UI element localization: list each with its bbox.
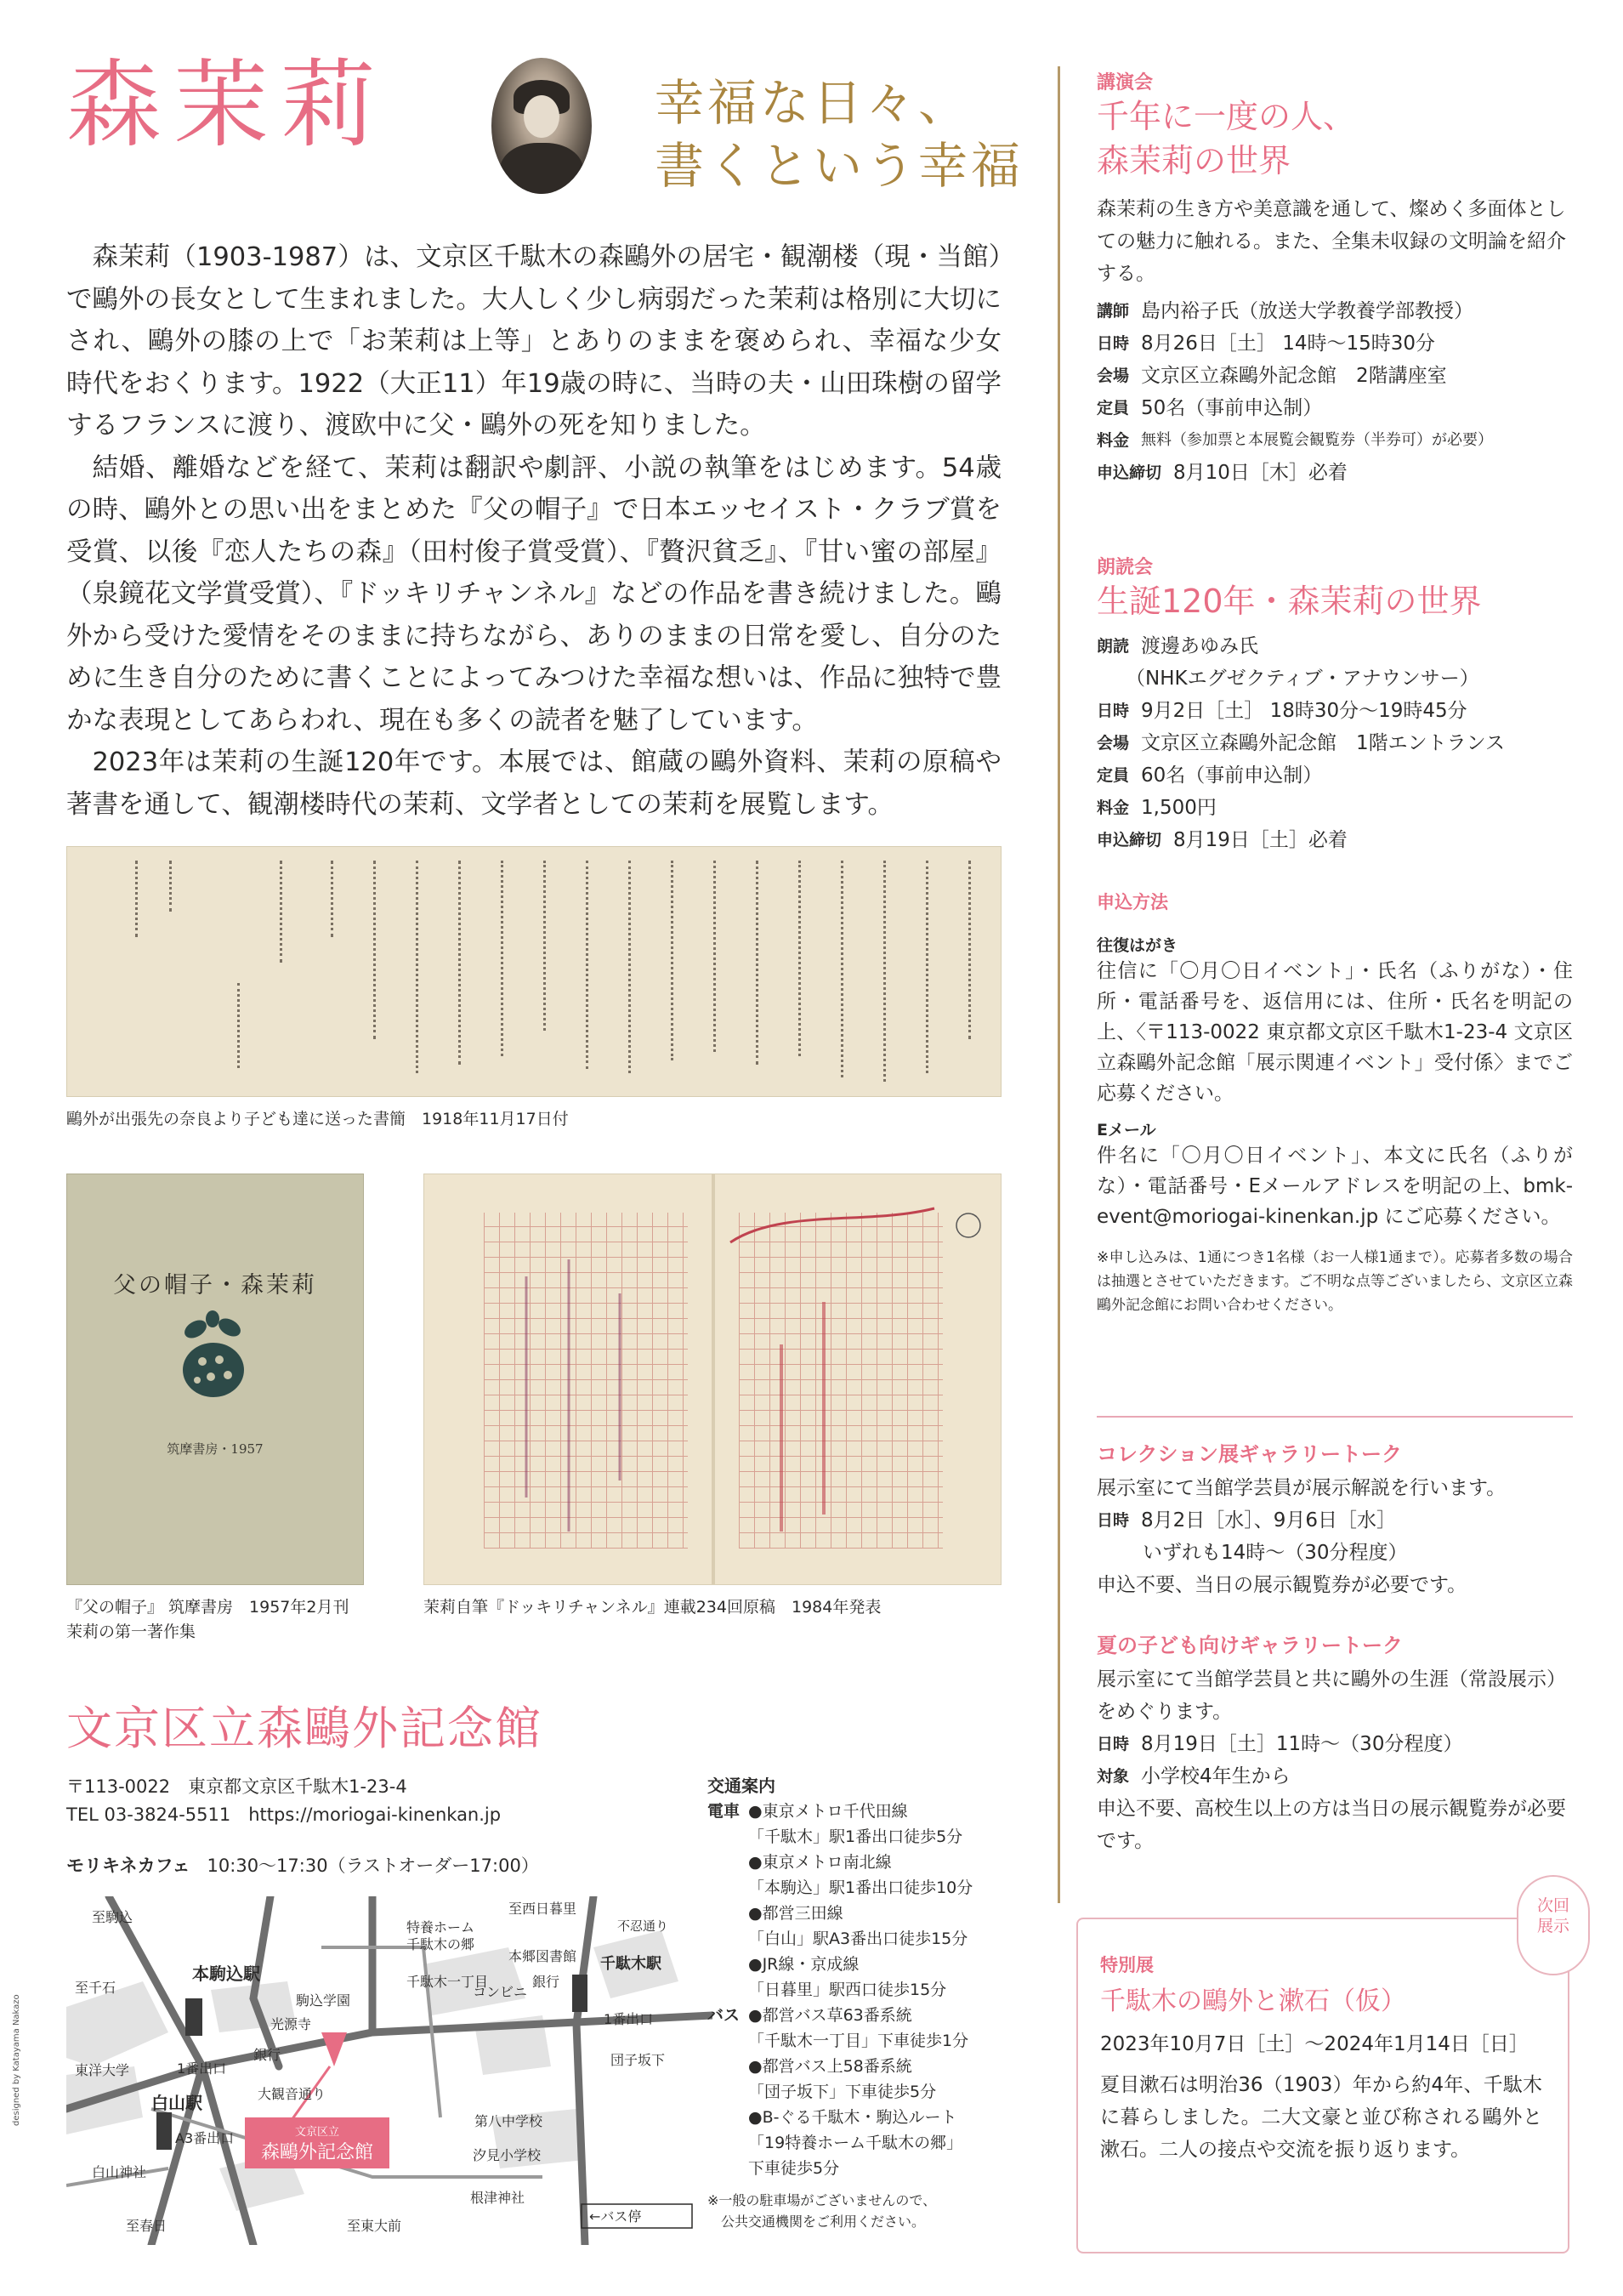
bus-line: ●都営バス上58番系統 <box>748 2057 912 2076</box>
map-museum-small: 文京区立 <box>294 2126 340 2139</box>
lecture-venue-label: 会場 <box>1097 367 1130 385</box>
lecture-label: 講演会 <box>1097 72 1154 94</box>
museum-address <box>66 1773 501 1829</box>
intro-paragraph-2: 結婚、離婚などを経て、茉莉は翻訳や劇評、小説の執筆をはじめます。54歳の時、鷗外との思い出をまとめた『父の帽子』で日本エッセイスト・クラブ賞を受賞、以後『恋人たちの森』（田村俊子賞受賞）、『贅沢貧乏』、『甘い蜜の部屋』（泉鏡花文学賞受賞）、『ドッキリチャンネル』などの作品を書き続けました。鷗外から受けた愛情をそのままに持ちながら、ありのままの日常を愛し、自分のために生き自分のために書くことによってみつけた幸福な想いは、作品に独特で豊かな表現としてあらわれ、現在も多くの読者を魅了しています。 <box>66 452 1002 736</box>
train-line: 「日暮里」駅西口徒歩15分 <box>748 1981 947 1999</box>
kids-talk-desc: 展示室にて当館学芸員と共に鷗外の生涯（常設展示）をめぐります。 <box>1097 1668 1566 1723</box>
badge-line-1: 次回 <box>1536 1896 1569 1915</box>
apply-email-label: Eメール <box>1097 1121 1156 1139</box>
book-caption-line-2: 茉莉の第一著作集 <box>66 1623 196 1641</box>
map-label-toyo-univ: 東洋大学 <box>75 2062 130 2078</box>
map-label-konbini: コンビニ <box>473 1984 528 2000</box>
map-label-kasuga: 至春日 <box>126 2218 167 2234</box>
apply-post-text: 往信に「〇月〇日イベント」・氏名（ふりがな）・住所・電話番号を、返信用には、住所・氏名を明記の上、〈〒113-0022 東京都文京区千駄木1-23-4 文京区立森鷗外記念館「展示関連イベント」受付係〉までご応募ください。 <box>1097 960 1573 1105</box>
lecture-date: 8月26日［土］ 14時〜15時30分 <box>1141 332 1436 355</box>
kids-talk-note: 申込不要、高校生以上の方は当日の展示観覧券が必要です。 <box>1097 1798 1566 1852</box>
bus-line: 「19特養ホーム千駄木の郷」 <box>748 2134 963 2152</box>
train-line: ●JR線・京成線 <box>748 1955 860 1974</box>
gallery-talk-label: コレクション展ギャラリートーク <box>1097 1442 1403 1466</box>
train-label: 電車 <box>707 1802 741 1821</box>
train-line: 「本駒込」駅1番出口徒歩10分 <box>748 1878 973 1897</box>
map-label-komagome: 至駒込 <box>92 1909 133 1925</box>
museum-postal: 〒113-0022 東京都文京区千駄木1-23-4 <box>66 1776 407 1797</box>
reading-deadline: 8月19日［土］必着 <box>1173 829 1348 851</box>
train-line: ●東京メトロ千代田線 <box>748 1802 908 1821</box>
next-exhibition-dates: 2023年10月7日［土］〜2024年1月14日［日］ <box>1100 2033 1529 2055</box>
kids-talk-label: 夏の子ども向けギャラリートーク <box>1097 1634 1403 1657</box>
map-label-sendagi1: 千駄木一丁目 <box>406 1974 489 1990</box>
reading-reader: 渡邊あゆみ氏 <box>1141 635 1259 657</box>
map-label-komagome-gakuen: 駒込学園 <box>296 1992 351 2009</box>
map-label-honkomagome-station: 本駒込駅 <box>192 1964 260 1984</box>
book-title: 父の帽子・森茉莉 <box>113 1272 317 1299</box>
train-line: 「白山」駅A3番出口徒歩15分 <box>748 1929 968 1948</box>
reading-label: 朗読会 <box>1097 557 1154 578</box>
gallery-talk-date-label: 日時 <box>1097 1511 1130 1530</box>
map-label-exit1-west: 1番出口 <box>177 2060 227 2077</box>
map-label-kanon: 大観音通り <box>258 2086 326 2102</box>
museum-name: 文京区立森鷗外記念館 <box>66 1702 542 1755</box>
gallery-talk-section <box>1097 1437 1573 1601</box>
lecture-title-2: 森茉莉の世界 <box>1097 142 1291 179</box>
gallery-talk-desc: 展示室にて当館学芸員が展示解説を行います。 <box>1097 1477 1507 1499</box>
map-label-kogenji: 光源寺 <box>270 2016 312 2032</box>
cafe-hours: 10:30〜17:30（ラストオーダー17:00） <box>207 1856 539 1876</box>
bus-line: ●B-ぐる千駄木・駒込ルート <box>748 2108 957 2127</box>
section-divider <box>1097 1416 1573 1418</box>
map-label-hakusan-shrine: 白山神社 <box>92 2164 147 2180</box>
access-title: 交通案内 <box>707 1776 775 1796</box>
access-note-line-1: ※一般の駐車場がございませんので、 <box>707 2192 937 2208</box>
lecture-speaker: 島内裕子氏（放送大学教養学部教授） <box>1141 300 1474 322</box>
reading-venue: 文京区立森鷗外記念館 1階エントランス <box>1141 732 1505 754</box>
reading-deadline-label: 申込締切 <box>1097 831 1162 850</box>
manuscript-image <box>423 1174 1002 1585</box>
map-label-nezu: 根津神社 <box>470 2190 525 2206</box>
reading-reader-label: 朗読 <box>1097 637 1130 656</box>
lecture-title-1: 千年に一度の人、 <box>1097 98 1356 135</box>
reading-date-label: 日時 <box>1097 702 1130 720</box>
lecture-deadline: 8月10日［木］必着 <box>1173 462 1348 484</box>
map-label-shinobazu: 不忍通り <box>617 1918 669 1934</box>
reading-venue-label: 会場 <box>1097 734 1130 753</box>
column-divider <box>1058 66 1060 1903</box>
kids-talk-section <box>1097 1628 1573 1857</box>
gallery-talk-date: 8月2日［水］、9月6日［水］ <box>1141 1509 1397 1532</box>
lecture-desc: 森茉莉の生き方や美意識を通して、燦めく多面体としての魅力に触れる。また、全集未収録の文明論を紹介する。 <box>1097 198 1566 285</box>
tagline-line-1: 幸福な日々、 <box>655 74 972 132</box>
map-label-shiomi: 汐見小学校 <box>473 2147 542 2163</box>
portrait-photo <box>491 58 592 194</box>
apply-note: ※申し込みは、1通につき1名様（お一人様1通まで）。応募者多数の場合は抽選とさせていただきます。ご不明な点等ございましたら、文京区立森鷗外記念館にお問い合わせください。 <box>1097 1249 1573 1314</box>
lecture-speaker-label: 講師 <box>1097 302 1130 321</box>
reading-section <box>1097 553 1573 856</box>
map-label-daihachi: 第八中学校 <box>474 2113 543 2129</box>
reading-capacity-label: 定員 <box>1097 766 1130 785</box>
lecture-fee: 無料（参加票と本展覧会観覧券（半券可）が必要） <box>1141 431 1494 449</box>
kids-talk-date-label: 日時 <box>1097 1735 1130 1753</box>
manuscript-caption: 茉莉自筆『ドッキリチャンネル』連載234回原稿 1984年発表 <box>423 1598 882 1617</box>
map-label-hongo-library: 本郷図書館 <box>508 1948 577 1964</box>
bus-label: バス <box>707 2006 741 2025</box>
bus-line: 下車徒歩5分 <box>748 2159 840 2178</box>
cafe-info <box>66 1852 539 1878</box>
kids-talk-date: 8月19日［土］11時〜（30分程度） <box>1141 1733 1463 1755</box>
train-line: ●東京メトロ南北線 <box>748 1853 892 1872</box>
reading-fee-label: 料金 <box>1097 798 1130 817</box>
reading-title: 生誕120年・森茉莉の世界 <box>1097 583 1482 620</box>
map-label-hakusan-station: 白山駅 <box>151 2093 202 2113</box>
book-emblem-icon <box>175 1310 252 1404</box>
book-caption-line-1: 『父の帽子』 筑摩書房 1957年2月刊 <box>66 1598 349 1617</box>
letter-caption: 鷗外が出張先の奈良より子ども達に送った書簡 1918年11月17日付 <box>66 1110 569 1128</box>
next-exhibition-section <box>1100 1952 1542 2166</box>
next-exhibition-desc: 夏目漱石は明治36（1903）年から約4年、千駄木に暮らしました。二大文豪と並び称される鷗外と漱石。二人の接点や交流を振り返ります。 <box>1100 2074 1542 2161</box>
book-cover-image <box>66 1174 364 1585</box>
bus-line: 「千駄木一丁目」下車徒歩1分 <box>748 2032 969 2050</box>
apply-section <box>1097 889 1573 1317</box>
reading-reader-title: （NHKエグゼクティブ・アナウンサー） <box>1126 668 1479 690</box>
map-label-bank-2: 銀行 <box>253 2047 281 2063</box>
intro-text <box>66 236 1002 826</box>
access-info <box>707 1773 996 2232</box>
tagline-line-2: 書くという幸福 <box>655 137 1024 195</box>
next-exhibition-title: 千駄木の鷗外と漱石（仮） <box>1100 1986 1406 2016</box>
lecture-section <box>1097 68 1573 489</box>
lecture-deadline-label: 申込締切 <box>1097 463 1162 482</box>
map-label-tokuyo2: 千駄木の郷 <box>406 1936 475 1952</box>
book-caption <box>66 1595 349 1645</box>
access-map <box>66 1896 712 2245</box>
manuscript-markings <box>424 1174 1002 1585</box>
reading-date: 9月2日［土］ 18時30分〜19時45分 <box>1141 700 1467 722</box>
access-note-line-2: 公共交通機関をご利用ください。 <box>721 2214 926 2230</box>
bus-line: ●都営バス草63番系統 <box>748 2006 912 2025</box>
next-exhibition-label: 特別展 <box>1100 1955 1154 1975</box>
kids-talk-target: 小学校4年生から <box>1141 1765 1291 1787</box>
gallery-talk-note: 申込不要、当日の展示観覧券が必要です。 <box>1097 1574 1467 1596</box>
kids-talk-target-label: 対象 <box>1097 1767 1130 1786</box>
map-label-nishinippori: 至西日暮里 <box>508 1901 577 1917</box>
apply-email-text[interactable]: 件名に「〇月〇日イベント」、本文に氏名（ふりがな）・電話番号・Eメールアドレスを明記の上、bmk-event@moriogai-kinenkan.jp にご応募ください。 <box>1097 1145 1573 1228</box>
apply-post-label: 往復はがき <box>1097 936 1178 955</box>
lecture-fee-label: 料金 <box>1097 431 1130 450</box>
map-label-exit1-east: 1番出口 <box>604 2011 654 2027</box>
bus-line: 「団子坂下」下車徒歩5分 <box>748 2083 937 2101</box>
lecture-date-label: 日時 <box>1097 334 1130 353</box>
designer-credit: designed by Katayama Nakazo <box>12 1994 21 2126</box>
map-label-sengoku: 至千石 <box>75 1980 116 1996</box>
access-table <box>707 1799 973 2181</box>
train-line: ●都営三田線 <box>748 1904 843 1923</box>
map-museum-big: 森鷗外記念館 <box>260 2142 374 2163</box>
apply-label: 申込方法 <box>1097 892 1168 912</box>
gallery-talk-time: いずれも14時〜（30分程度） <box>1143 1542 1408 1564</box>
map-label-bus-stop: ←バス停 <box>589 2208 642 2225</box>
map-label-bank-1: 銀行 <box>532 1974 560 1990</box>
museum-tel-url[interactable]: TEL 03-3824-5511 https://moriogai-kinenkan.jp <box>66 1804 502 1825</box>
map-label-dangozaka: 団子坂下 <box>610 2052 666 2068</box>
map-label-a3exit: A3番出口 <box>175 2130 235 2146</box>
intro-paragraph-1: 森茉莉（1903-1987）は、文京区千駄木の森鷗外の居宅・観潮楼（現・当館）で鷗外の長女として生まれました。大人しく少し病弱だった茉莉は格別に大切にされ、鷗外の膝の上で「お茉莉は上等」とありのままを褒められ、幸福な少女時代をおくります。1922（大正11）年19歳の時に、当時の夫・山田珠樹の留学するフランスに渡り、渡欧中に父・鷗外の死を知りました。 <box>66 242 1002 440</box>
lecture-capacity: 50名（事前申込制） <box>1141 397 1323 419</box>
page-title: 森茉莉 <box>66 50 388 161</box>
map-label-tokuyo: 特養ホーム <box>406 1919 475 1935</box>
lecture-venue: 文京区立森鷗外記念館 2階講座室 <box>1141 365 1447 387</box>
reading-capacity: 60名（事前申込制） <box>1141 764 1323 787</box>
map-label-sendagi-station: 千駄木駅 <box>600 1955 661 1973</box>
tagline <box>655 71 1024 197</box>
reading-fee: 1,500円 <box>1141 797 1217 819</box>
map-label-todaimae: 至東大前 <box>347 2218 402 2234</box>
letter-image <box>66 846 1002 1097</box>
lecture-capacity-label: 定員 <box>1097 399 1130 418</box>
book-publisher: 筑摩書房・1957 <box>167 1441 264 1457</box>
badge-line-2: 展示 <box>1536 1917 1569 1935</box>
intro-paragraph-3: 2023年は茉莉の生誕120年です。本展では、館蔵の鷗外資料、茉莉の原稿や著書を通して、観潮楼時代の茉莉、文学者としての茉莉を展覧します。 <box>66 747 1002 820</box>
cafe-label: モリキネカフェ <box>66 1856 190 1876</box>
access-note <box>707 2190 996 2232</box>
train-line: 「千駄木」駅1番出口徒歩5分 <box>748 1827 963 1846</box>
